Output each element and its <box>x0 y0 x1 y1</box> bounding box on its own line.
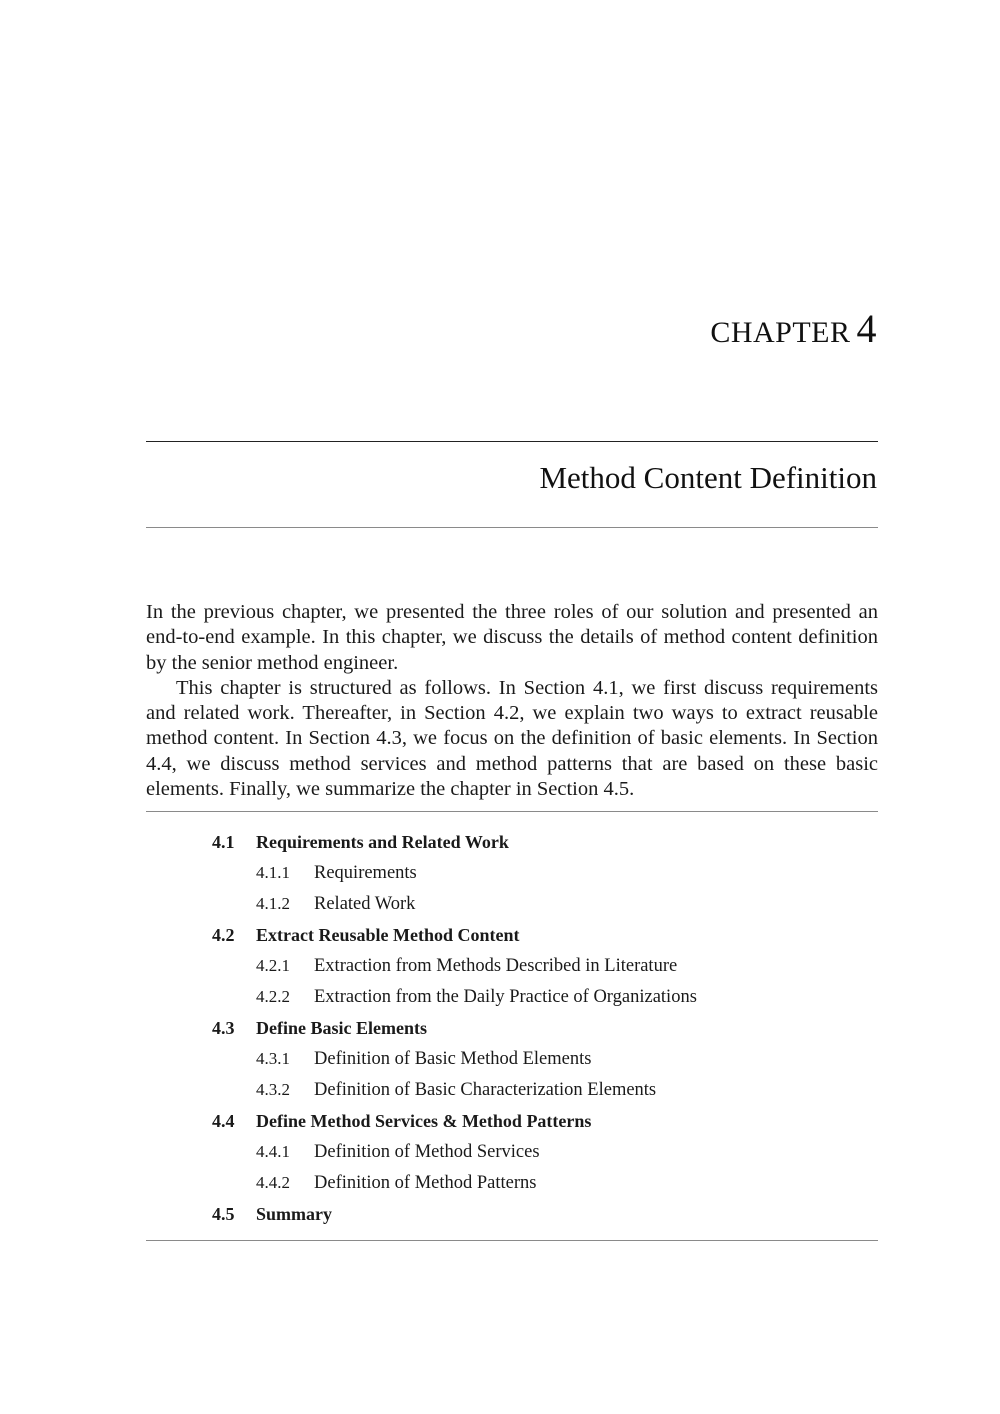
toc-subsection-entry[interactable] <box>212 1077 832 1108</box>
toc-section-entry[interactable] <box>212 829 832 860</box>
toc-entry-number: 4.4.2 <box>256 1173 290 1192</box>
toc-entry-title: Extraction from the Daily Practice of Organizations <box>314 987 697 1007</box>
toc-entry-number: 4.3 <box>212 1018 235 1038</box>
toc-entry-title: Definition of Method Patterns <box>314 1173 537 1193</box>
toc-rule-top <box>146 811 878 812</box>
toc-section-entry[interactable] <box>212 1201 832 1232</box>
toc-entry-number: 4.2.1 <box>256 956 290 975</box>
toc-entry-title: Extraction from Methods Described in Literature <box>314 956 678 976</box>
toc-entry-number: 4.4 <box>212 1111 235 1131</box>
toc-entry-title: Definition of Basic Method Elements <box>314 1049 592 1069</box>
toc-entry-title: Definition of Method Services <box>314 1142 540 1162</box>
toc-entry-title: Define Basic Elements <box>256 1018 427 1038</box>
mini-toc <box>212 829 832 1232</box>
toc-subsection-entry[interactable] <box>212 953 832 984</box>
toc-entry-title: Requirements and Related Work <box>256 832 509 852</box>
intro-text <box>146 600 878 802</box>
title-rule-top <box>146 441 878 442</box>
toc-entry-number: 4.1.2 <box>256 894 290 913</box>
toc-section-entry[interactable] <box>212 922 832 953</box>
toc-entry-title: Summary <box>256 1204 332 1224</box>
toc-subsection-entry[interactable] <box>212 1046 832 1077</box>
toc-entry-title: Definition of Basic Characterization Elements <box>314 1080 657 1100</box>
chapter-word: CHAPTER <box>710 316 851 349</box>
toc-entry-number: 4.3.2 <box>256 1080 290 1099</box>
toc-subsection-entry[interactable] <box>212 1139 832 1170</box>
toc-entry-title: Define Method Services & Method Patterns <box>256 1111 592 1131</box>
toc-subsection-entry[interactable] <box>212 984 832 1015</box>
toc-entry-number: 4.1.1 <box>256 863 290 882</box>
toc-subsection-entry[interactable] <box>212 891 832 922</box>
toc-entry-title: Extract Reusable Method Content <box>256 925 520 945</box>
toc-entry-title: Related Work <box>314 894 416 914</box>
toc-rule-bottom <box>146 1240 878 1241</box>
toc-subsection-entry[interactable] <box>212 860 832 891</box>
toc-entry-number: 4.2.2 <box>256 987 290 1006</box>
chapter-label <box>710 305 877 352</box>
toc-entry-number: 4.1 <box>212 832 235 852</box>
toc-entry-title: Requirements <box>314 863 417 883</box>
toc-subsection-entry[interactable] <box>212 1170 832 1201</box>
chapter-title: Method Content Definition <box>539 460 877 495</box>
toc-entry-number: 4.3.1 <box>256 1049 290 1068</box>
title-rule-bottom <box>146 527 878 528</box>
toc-entry-number: 4.5 <box>212 1204 235 1224</box>
toc-section-entry[interactable] <box>212 1108 832 1139</box>
toc-section-entry[interactable] <box>212 1015 832 1046</box>
toc-entry-number: 4.2 <box>212 925 235 945</box>
toc-entry-number: 4.4.1 <box>256 1142 290 1161</box>
intro-paragraph-1: In the previous chapter, we presented the three roles of our solution and presented an end-to-end example. In this chapter, we discuss the details of method content definition by the senior method engineer. <box>146 601 878 674</box>
intro-paragraph-2: This chapter is structured as follows. In Section 4.1, we first discuss requirements and related work. Thereafter, in Section 4.2, we explain two ways to extract reusable method content. In Section 4.3, we focus on the definition of basic elements. In Section 4.4, we discuss method services and method patterns that are based on these basic elements. Finally, we summarize the chapter in Section 4.5. <box>146 676 878 801</box>
chapter-number: 4 <box>856 306 877 351</box>
